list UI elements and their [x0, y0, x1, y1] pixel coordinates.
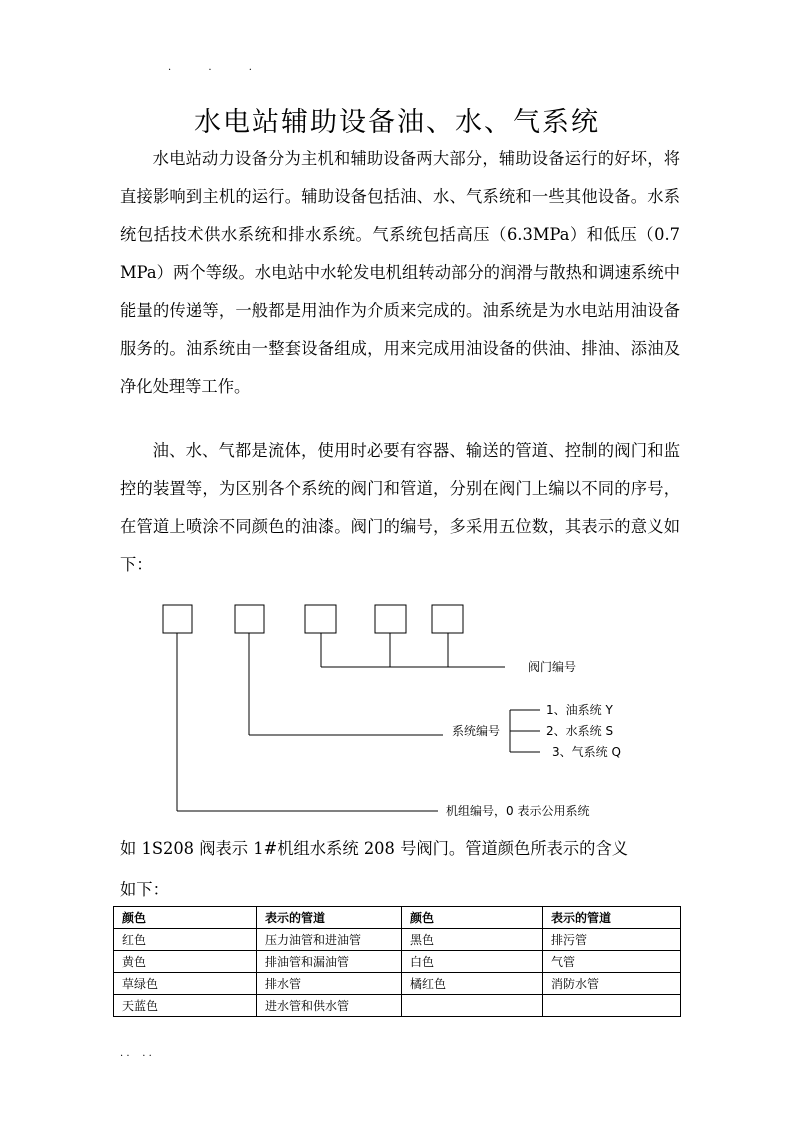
- table-row: [114, 929, 681, 951]
- table-cell: 压力油管和进油管: [257, 929, 402, 951]
- digit-box-4: [375, 605, 406, 633]
- table-row: [114, 995, 681, 1017]
- table-header-row: [114, 907, 681, 929]
- table-cell: 排污管: [543, 929, 681, 951]
- header-pipe-1: 表示的管道: [257, 907, 402, 929]
- system-number-label: 系统编号: [452, 724, 501, 738]
- table-cell: 排油管和漏油管: [257, 951, 402, 973]
- pipe-color-table: [113, 906, 681, 1017]
- header-color-1: 颜色: [114, 907, 257, 929]
- paragraph-intro: 水电站动力设备分为主机和辅助设备两大部分，辅助设备运行的好坏，将直接影响到主机的运行。辅助设备包括油、水、气系统和一些其他设备。水系统包括技术供水系统和排水系统。气系统包括高压（6.3MPa）和低压（0.7 MPa）两个等级。水电站中水轮发电机组转动部分的润滑与散热和调速系统中能量的传递等，一般都是用油作为介质来完成的。油系统是为水电站用油设备服务的。油系统由一整套设备组成，用来完成用油设备的供油、排油、添油及净化处理等工作。: [120, 149, 680, 396]
- header-color-2: 颜色: [402, 907, 543, 929]
- table-cell: 红色: [114, 929, 257, 951]
- valve-number-label: 阀门编号: [528, 660, 577, 674]
- digit-box-2: [235, 605, 264, 633]
- page-title: 水电站辅助设备油、水、气系统: [194, 107, 600, 138]
- table-cell: 黄色: [114, 951, 257, 973]
- table-cell: 橘红色: [402, 973, 543, 995]
- digit-box-3: [305, 605, 336, 633]
- table-cell: 白色: [402, 951, 543, 973]
- table-cell: [402, 995, 543, 1017]
- header-dots: . . .: [168, 62, 252, 73]
- table-cell: [543, 995, 681, 1017]
- header-pipe-2: 表示的管道: [543, 907, 681, 929]
- system-item-water: 2、水系统 S: [546, 724, 614, 738]
- system-item-air: 3、气系统 Q: [552, 745, 621, 759]
- table-cell: 排水管: [257, 973, 402, 995]
- unit-number-label: 机组编号，0 表示公用系统: [446, 804, 590, 818]
- table-cell: 草绿色: [114, 973, 257, 995]
- table-row: [114, 973, 681, 995]
- paragraph-valves: 油、水、气都是流体，使用时必要有容器、输送的管道、控制的阀门和监控的装置等，为区别各个系统的阀门和管道，分别在阀门上编以不同的序号，在管道上喷涂不同颜色的油漆。阀门的编号，多采用五位数，其表示的意义如下：: [120, 441, 680, 574]
- table-cell: 黑色: [402, 929, 543, 951]
- table-cell: 气管: [543, 951, 681, 973]
- table-cell: 天蓝色: [114, 995, 257, 1017]
- table-row: [114, 951, 681, 973]
- table-cell: 消防水管: [543, 973, 681, 995]
- example-line-2: 如下：: [120, 880, 169, 899]
- footer-dots: . . . .: [120, 1048, 152, 1059]
- digit-box-1: [163, 605, 192, 633]
- valve-numbering-diagram: [0, 595, 794, 835]
- example-line-1: 如 1S208 阀表示 1#机组水系统 208 号阀门。管道颜色所表示的含义: [120, 839, 629, 858]
- system-item-oil: 1、油系统 Y: [546, 703, 613, 717]
- table-cell: 进水管和供水管: [257, 995, 402, 1017]
- digit-box-5: [432, 605, 463, 633]
